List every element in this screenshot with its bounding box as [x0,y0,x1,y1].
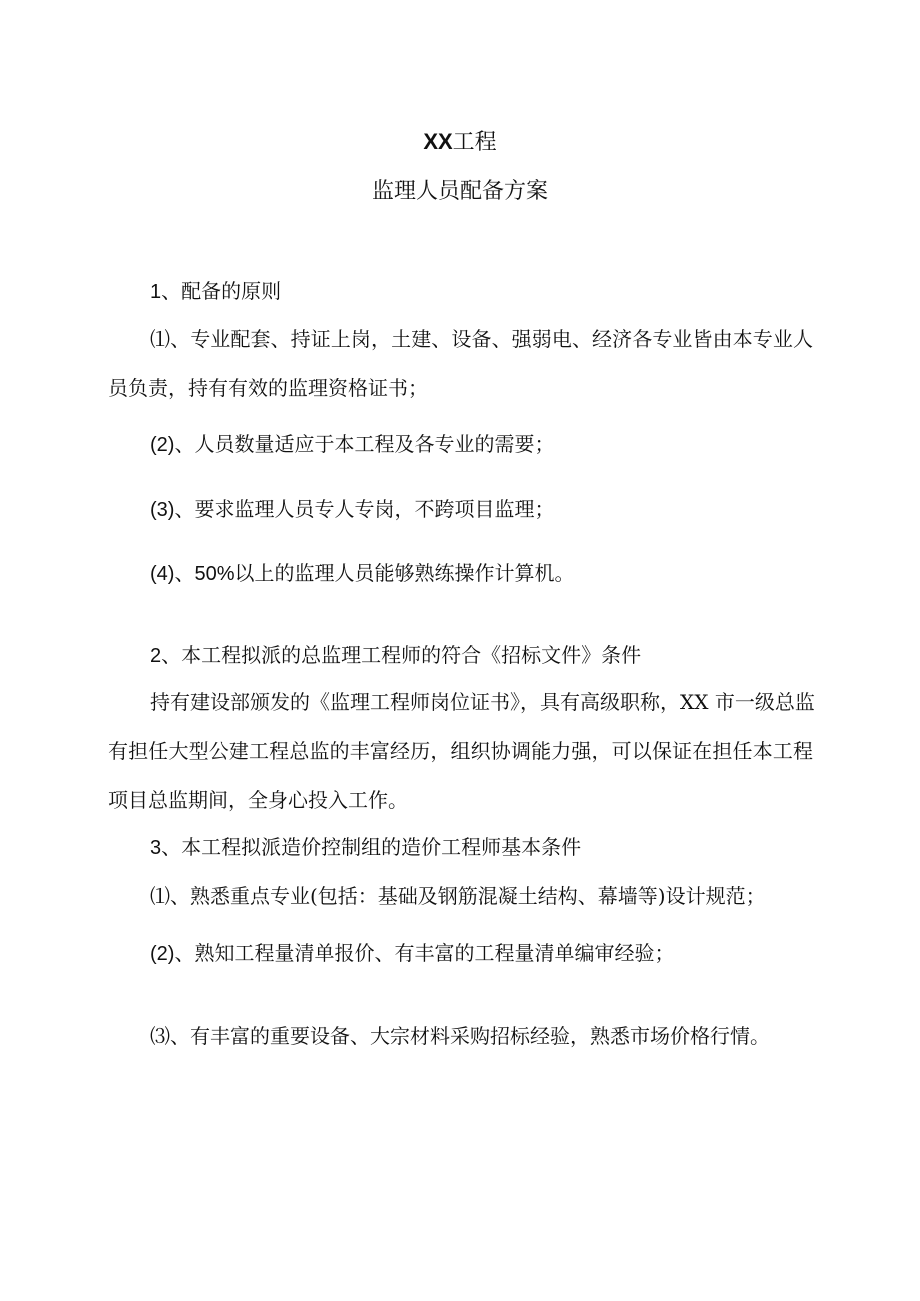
section-1-heading [150,279,281,304]
list-item-text: 专业配套、持证上岗，土建、设备、强弱电、经济各专业皆由本专业人 [190,327,813,351]
paragraph-line: 持有建设部颁发的《监理工程师岗位证书》，具有高级职称，XX 市一级总监 [150,690,815,714]
section-heading-text: 本工程拟派造价控制组的造价工程师基本条件 [181,835,582,859]
list-item-text: 有丰富的重要设备、大宗材料采购招标经验，熟悉市场价格行情。 [190,1024,770,1048]
list-item-number: (3)、 [150,499,195,521]
list-item [150,561,574,586]
title-project-code: XX [423,129,453,154]
list-item-text: 熟悉重点专业(包括：基础及钢筋混凝土结构、幕墙等)设计规范； [190,884,766,908]
section-number: 2、 [150,645,182,667]
list-item [150,497,554,522]
title-project-word: 工程 [452,130,497,155]
list-item-text: 以上的监理人员能够熟练操作计算机。 [234,561,575,585]
list-item-number: ⑶、 [150,1026,190,1048]
list-item-number: (2)、 [150,943,195,965]
paragraph-line: 项目总监期间，全身心投入工作。 [108,788,408,812]
document-title-line2: 监理人员配备方案 [371,179,548,204]
list-item [150,1024,770,1049]
document-title-line1 [0,130,920,155]
list-item-text: 熟知工程量清单报价、有丰富的工程量清单编审经验； [194,941,675,965]
section-heading-text: 配备的原则 [181,279,282,303]
list-item-number: (2)、 [150,434,195,456]
section-heading-text: 本工程拟派的总监理工程师的符合《招标文件》条件 [181,643,642,667]
list-item-number: ⑴、 [150,886,190,908]
section-number: 3、 [150,837,182,859]
list-item [150,432,554,457]
list-item [108,327,813,352]
list-item-number: ⑴、 [150,329,191,351]
list-item-percent: 50% [194,563,235,585]
list-item [150,941,674,966]
section-3-heading [150,835,581,860]
paragraph-line: 有担任大型公建工程总监的丰富经历，组织协调能力强，可以保证在担任本工程 [108,739,813,763]
section-2-heading [150,643,641,668]
list-item-text: 人员数量适应于本工程及各专业的需要； [194,432,555,456]
list-item [150,884,766,909]
list-item-number: (4)、 [150,563,195,585]
list-item-text: 要求监理人员专人专岗，不跨项目监理； [194,497,555,521]
list-item-continuation: 员负责，持有有效的监理资格证书； [108,376,428,400]
section-number: 1、 [150,281,182,303]
